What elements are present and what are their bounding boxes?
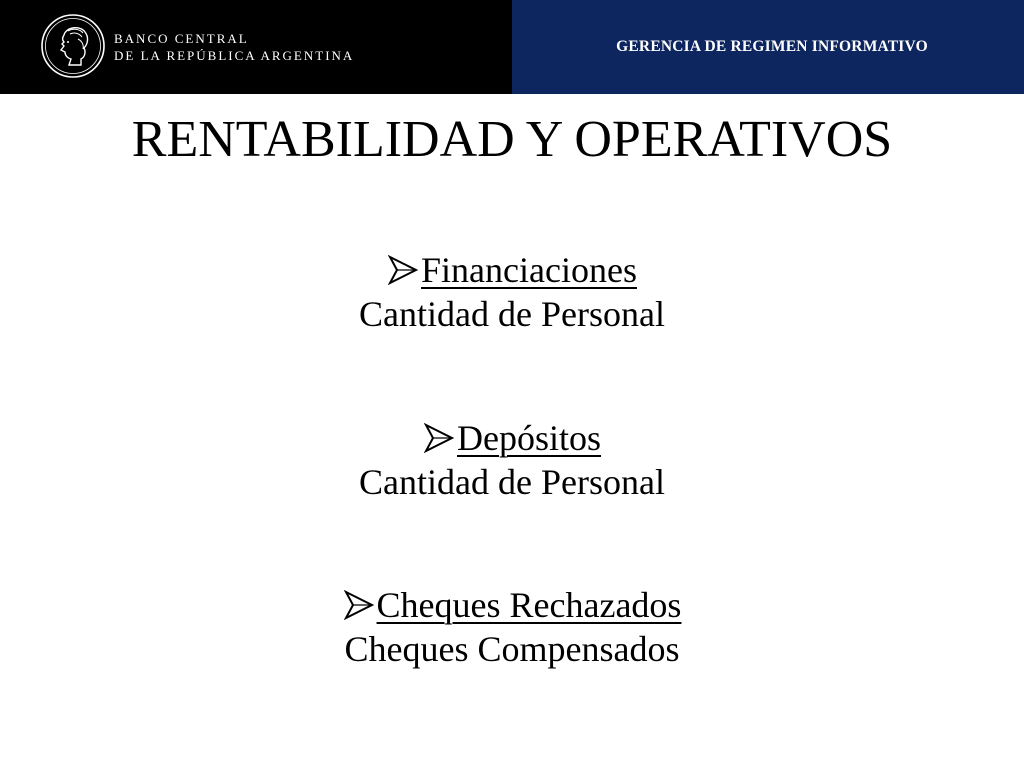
header-bar: [0, 0, 1024, 94]
header-right-panel: [512, 0, 1024, 94]
section-financiaciones: [0, 248, 1024, 336]
department-name: GERENCIA DE REGIMEN INFORMATIVO: [616, 38, 928, 55]
section-heading: Financiaciones: [421, 250, 637, 290]
bank-name-line2: DE LA REPÚBLICA ARGENTINA: [114, 48, 355, 63]
section-heading: Depósitos: [457, 418, 601, 458]
section-heading: Cheques Rechazados: [376, 585, 682, 625]
section-detail: Cheques Compensados: [344, 629, 680, 669]
header-left-panel: [0, 0, 512, 94]
arrow-bullet-icon: [387, 255, 419, 285]
section-cheques-rechazados: [0, 583, 1024, 671]
section-heading-line: [0, 248, 1024, 292]
bank-name-line1: BANCO CENTRAL: [114, 31, 249, 46]
bank-name: [114, 30, 354, 64]
arrow-bullet-icon: [343, 590, 375, 620]
bcra-profile-logo-icon: [40, 13, 106, 79]
section-heading-line: [0, 583, 1024, 627]
section-depositos: [0, 416, 1024, 504]
slide-title: RENTABILIDAD Y OPERATIVOS: [131, 111, 893, 168]
arrow-bullet-icon: [423, 423, 455, 453]
section-detail: Cantidad de Personal: [359, 294, 665, 334]
section-heading-line: [0, 416, 1024, 460]
section-detail: Cantidad de Personal: [359, 462, 665, 502]
